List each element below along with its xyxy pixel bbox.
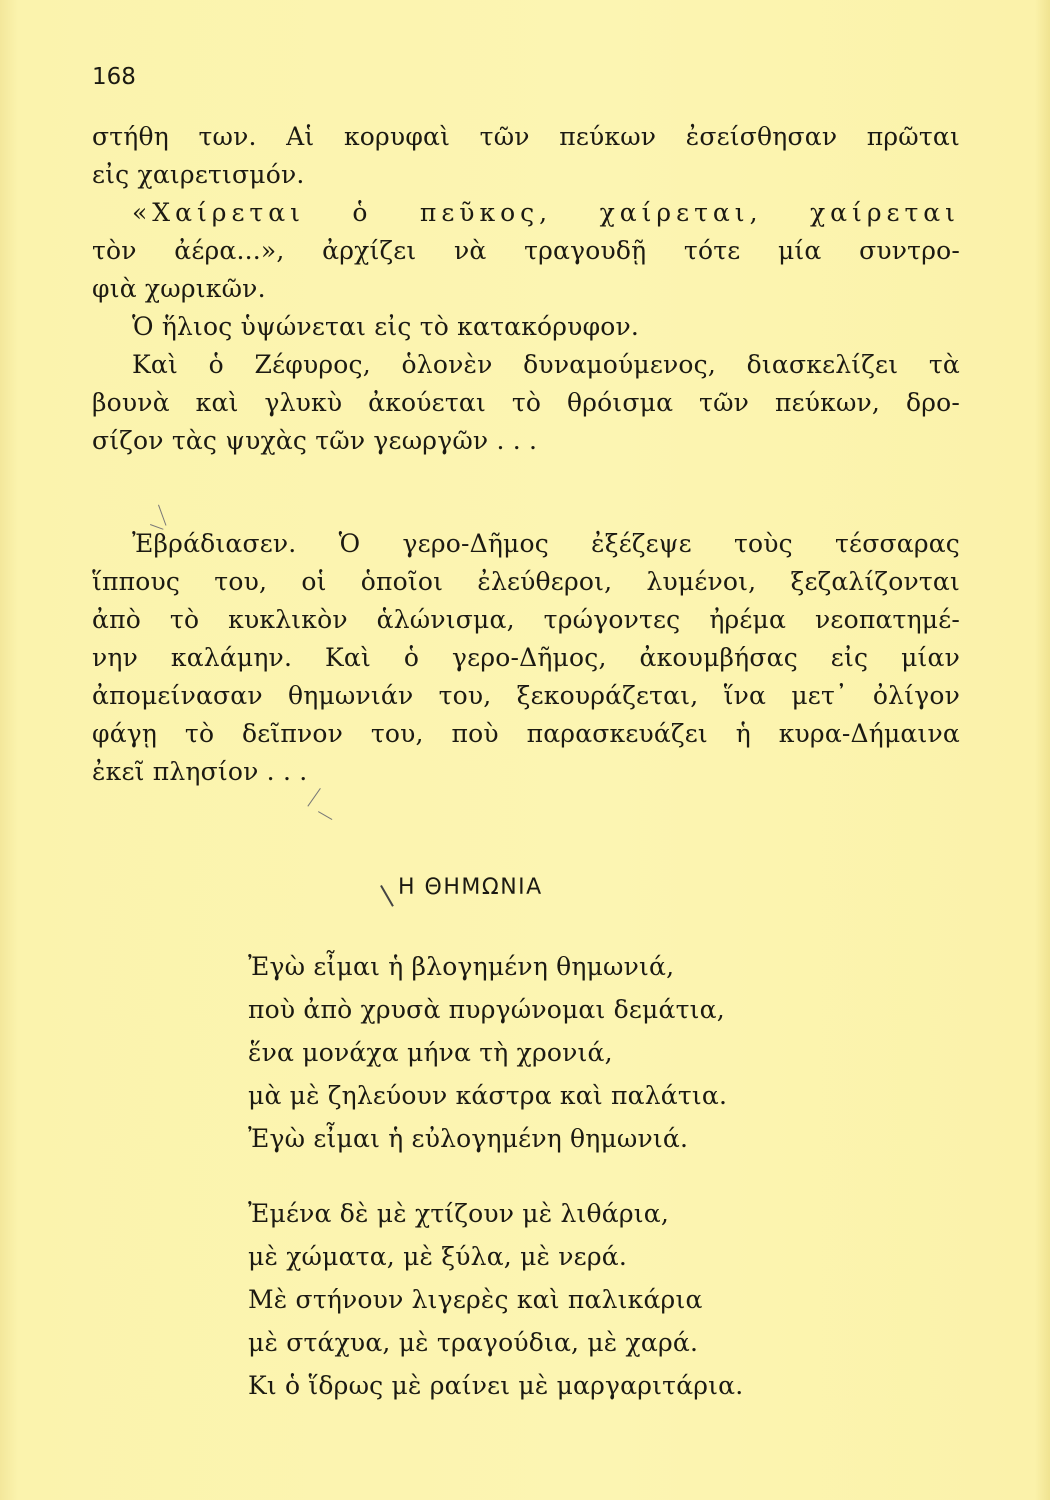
poem-title: Η ΘΗΜΩΝΙΑ — [398, 875, 543, 900]
text-line: Ἐβράδιασεν. Ὁ γερο-Δῆμος ἐξέζεψε τοὺς τέσσαρας — [132, 529, 960, 558]
text-line: ἀπομείνασαν θημωνιάν του, ξεκουράζεται, ἵνα μετ᾽ ὀλίγον — [92, 681, 960, 710]
text-line: νην καλάμην. Καὶ ὁ γερο-Δῆμος, ἀκουμβήσας εἰς μίαν — [92, 643, 960, 672]
text-line: ἵππους του, οἱ ὁποῖοι ἐλεύθεροι, λυμένοι, ξεζαλίζονται — [92, 567, 960, 596]
pencil-mark — [318, 811, 332, 820]
verse-line: Ἐγὼ εἶμαι ἡ εὐλογημένη θημωνιά. — [248, 1124, 689, 1153]
pencil-mark — [380, 885, 393, 907]
text-line: φιὰ χωρικῶν. — [92, 274, 266, 303]
text-line: «Χαίρεται ὁ πεῦκος, χαίρεται, χαίρεται — [132, 198, 960, 227]
text-line: Καὶ ὁ Ζέφυρος, ὁλονὲν δυναμούμενος, διασκελίζει τὰ — [132, 350, 960, 379]
paragraph-2 — [92, 525, 960, 791]
verse-line: ἕνα μονάχα μήνα τὴ χρονιά, — [248, 1038, 613, 1067]
text-line: βουνὰ καὶ γλυκὺ ἀκούεται τὸ θρόισμα τῶν πεύκων, δρο- — [92, 388, 960, 417]
text-line: τὸν ἀέρα...», ἀρχίζει νὰ τραγουδῇ τότε μία συντρο- — [92, 236, 960, 265]
text-line: ἀπὸ τὸ κυκλικὸν ἁλώνισμα, τρώγοντες ἠρέμα νεοπατημέ- — [92, 605, 960, 634]
poem-stanza-1 — [248, 945, 888, 1160]
text-line: εἰς χαιρετισμόν. — [92, 160, 305, 189]
text-line: σίζον τὰς ψυχὰς τῶν γεωργῶν . . . — [92, 426, 538, 455]
verse-line: ποὺ ἀπὸ χρυσὰ πυργώνομαι δεμάτια, — [248, 995, 725, 1024]
verse-line: Ἐμένα δὲ μὲ χτίζουν μὲ λιθάρια, — [248, 1199, 670, 1228]
text-line: ἐκεῖ πλησίον . . . — [92, 757, 308, 786]
text-line: στήθη των. Αἱ κορυφαὶ τῶν πεύκων ἐσείσθησαν πρῶται — [92, 122, 960, 151]
verse-line: Ἐγὼ εἶμαι ἡ βλογημένη θημωνιά, — [248, 952, 675, 981]
text-line: φάγῃ τὸ δεῖπνον του, ποὺ παρασκευάζει ἡ κυρα-Δήμαινα — [92, 719, 960, 748]
verse-line: Μὲ στήνουν λιγερὲς καὶ παλικάρια — [248, 1285, 703, 1314]
verse-line: Κι ὁ ἵδρως μὲ ραίνει μὲ μαργαριτάρια. — [248, 1371, 744, 1400]
verse-line: μὲ στάχυα, μὲ τραγούδια, μὲ χαρά. — [248, 1328, 699, 1357]
pencil-mark — [158, 505, 167, 526]
text-line: Ὁ ἥλιος ὑψώνεται εἰς τὸ κατακόρυφον. — [132, 312, 640, 341]
poem-stanza-2 — [248, 1192, 888, 1407]
page-number: 168 — [92, 64, 136, 90]
verse-line: μὰ μὲ ζηλεύουν κάστρα καὶ παλάτια. — [248, 1081, 728, 1110]
paragraph-1 — [92, 118, 960, 460]
verse-line: μὲ χώματα, μὲ ξύλα, μὲ νερά. — [248, 1242, 627, 1271]
